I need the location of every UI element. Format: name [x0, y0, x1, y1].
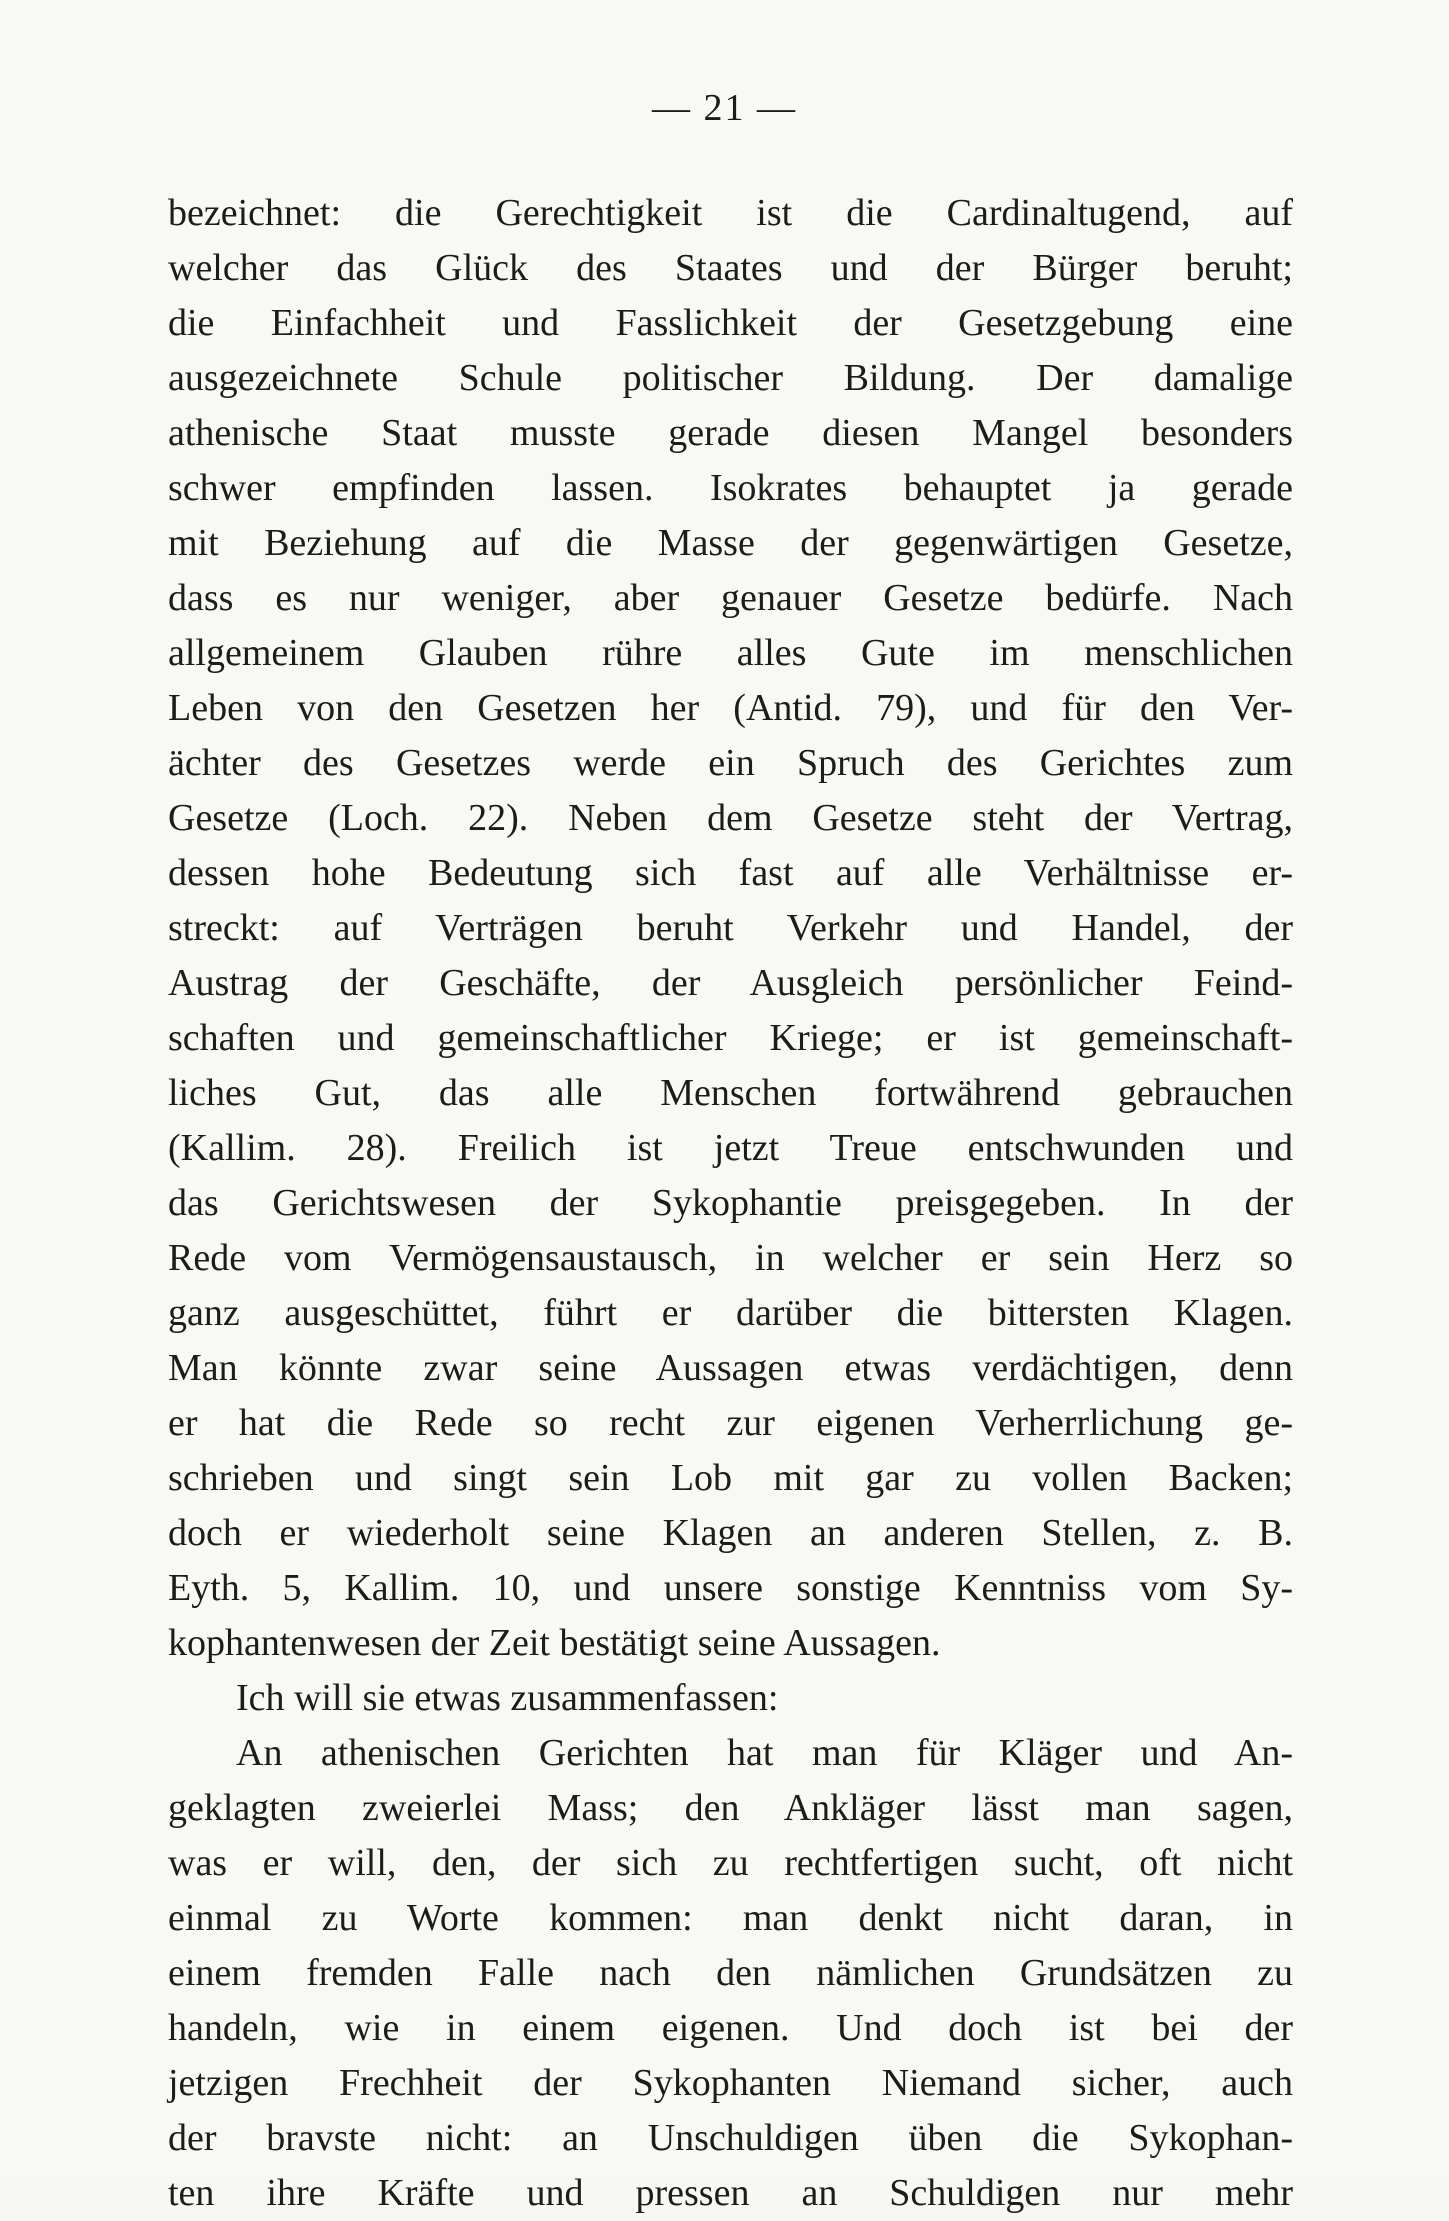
- text-line: Austrag der Geschäfte, der Ausgleich persönlicher Feind-: [168, 962, 1293, 1004]
- text-line: ausgezeichnete Schule politischer Bildung. Der damalige: [168, 357, 1293, 399]
- text-line: schwer empfinden lassen. Isokrates behauptet ja gerade: [168, 467, 1293, 509]
- text-line: Rede vom Vermögensaustausch, in welcher er sein Herz so: [168, 1237, 1293, 1279]
- text-line: Ich will sie etwas zusammenfassen:: [236, 1677, 779, 1719]
- text-line: Man könnte zwar seine Aussagen etwas verdächtigen, denn: [168, 1347, 1293, 1389]
- text-line: handeln, wie in einem eigenen. Und doch ist bei der: [168, 2007, 1293, 2049]
- text-line: liches Gut, das alle Menschen fortwährend gebrauchen: [168, 1072, 1293, 1114]
- text-line: das Gerichtswesen der Sykophantie preisgegeben. In der: [168, 1182, 1293, 1224]
- text-line: allgemeinem Glauben rühre alles Gute im menschlichen: [168, 632, 1293, 674]
- text-line: welcher das Glück des Staates und der Bürger beruht;: [168, 247, 1293, 289]
- text-line: ganz ausgeschüttet, führt er darüber die bittersten Klagen.: [168, 1292, 1293, 1334]
- text-line: einmal zu Worte kommen: man denkt nicht daran, in: [168, 1897, 1293, 1939]
- text-line: Leben von den Gesetzen her (Antid. 79), und für den Ver-: [168, 687, 1293, 729]
- text-line: schrieben und singt sein Lob mit gar zu vollen Backen;: [168, 1457, 1293, 1499]
- text-line: kophantenwesen der Zeit bestätigt seine Aussagen.: [168, 1622, 941, 1664]
- text-line: ächter des Gesetzes werde ein Spruch des Gerichtes zum: [168, 742, 1293, 784]
- text-line: streckt: auf Verträgen beruht Verkehr und Handel, der: [168, 907, 1293, 949]
- text-line: (Kallim. 28). Freilich ist jetzt Treue entschwunden und: [168, 1127, 1293, 1169]
- text-line: die Einfachheit und Fasslichkeit der Gesetzgebung eine: [168, 302, 1293, 344]
- text-line: schaften und gemeinschaftlicher Kriege; er ist gemeinschaft-: [168, 1017, 1293, 1059]
- text-line: bezeichnet: die Gerechtigkeit ist die Cardinaltugend, auf: [168, 192, 1293, 234]
- text-line: dessen hohe Bedeutung sich fast auf alle Verhältnisse er-: [168, 852, 1293, 894]
- text-line: An athenischen Gerichten hat man für Kläger und An-: [236, 1732, 1293, 1774]
- text-line: Eyth. 5, Kallim. 10, und unsere sonstige Kenntniss vom Sy-: [168, 1567, 1293, 1609]
- page-number: — 21 —: [652, 87, 797, 129]
- text-line: geklagten zweierlei Mass; den Ankläger lässt man sagen,: [168, 1787, 1293, 1829]
- text-line: jetzigen Frechheit der Sykophanten Niemand sicher, auch: [168, 2062, 1293, 2104]
- text-line: ten ihre Kräfte und pressen an Schuldigen nur mehr: [168, 2172, 1293, 2214]
- text-line: der bravste nicht: an Unschuldigen üben die Sykophan-: [168, 2117, 1293, 2159]
- text-line: einem fremden Falle nach den nämlichen Grundsätzen zu: [168, 1952, 1293, 1994]
- text-line: was er will, den, der sich zu rechtfertigen sucht, oft nicht: [168, 1842, 1293, 1884]
- text-line: dass es nur weniger, aber genauer Gesetze bedürfe. Nach: [168, 577, 1293, 619]
- text-line: mit Beziehung auf die Masse der gegenwärtigen Gesetze,: [168, 522, 1293, 564]
- text-line: doch er wiederholt seine Klagen an anderen Stellen, z. B.: [168, 1512, 1293, 1554]
- body-text: [168, 186, 1293, 2221]
- text-line: athenische Staat musste gerade diesen Mangel besonders: [168, 412, 1293, 454]
- text-line: er hat die Rede so recht zur eigenen Verherrlichung ge-: [168, 1402, 1293, 1444]
- text-line: Gesetze (Loch. 22). Neben dem Gesetze steht der Vertrag,: [168, 797, 1293, 839]
